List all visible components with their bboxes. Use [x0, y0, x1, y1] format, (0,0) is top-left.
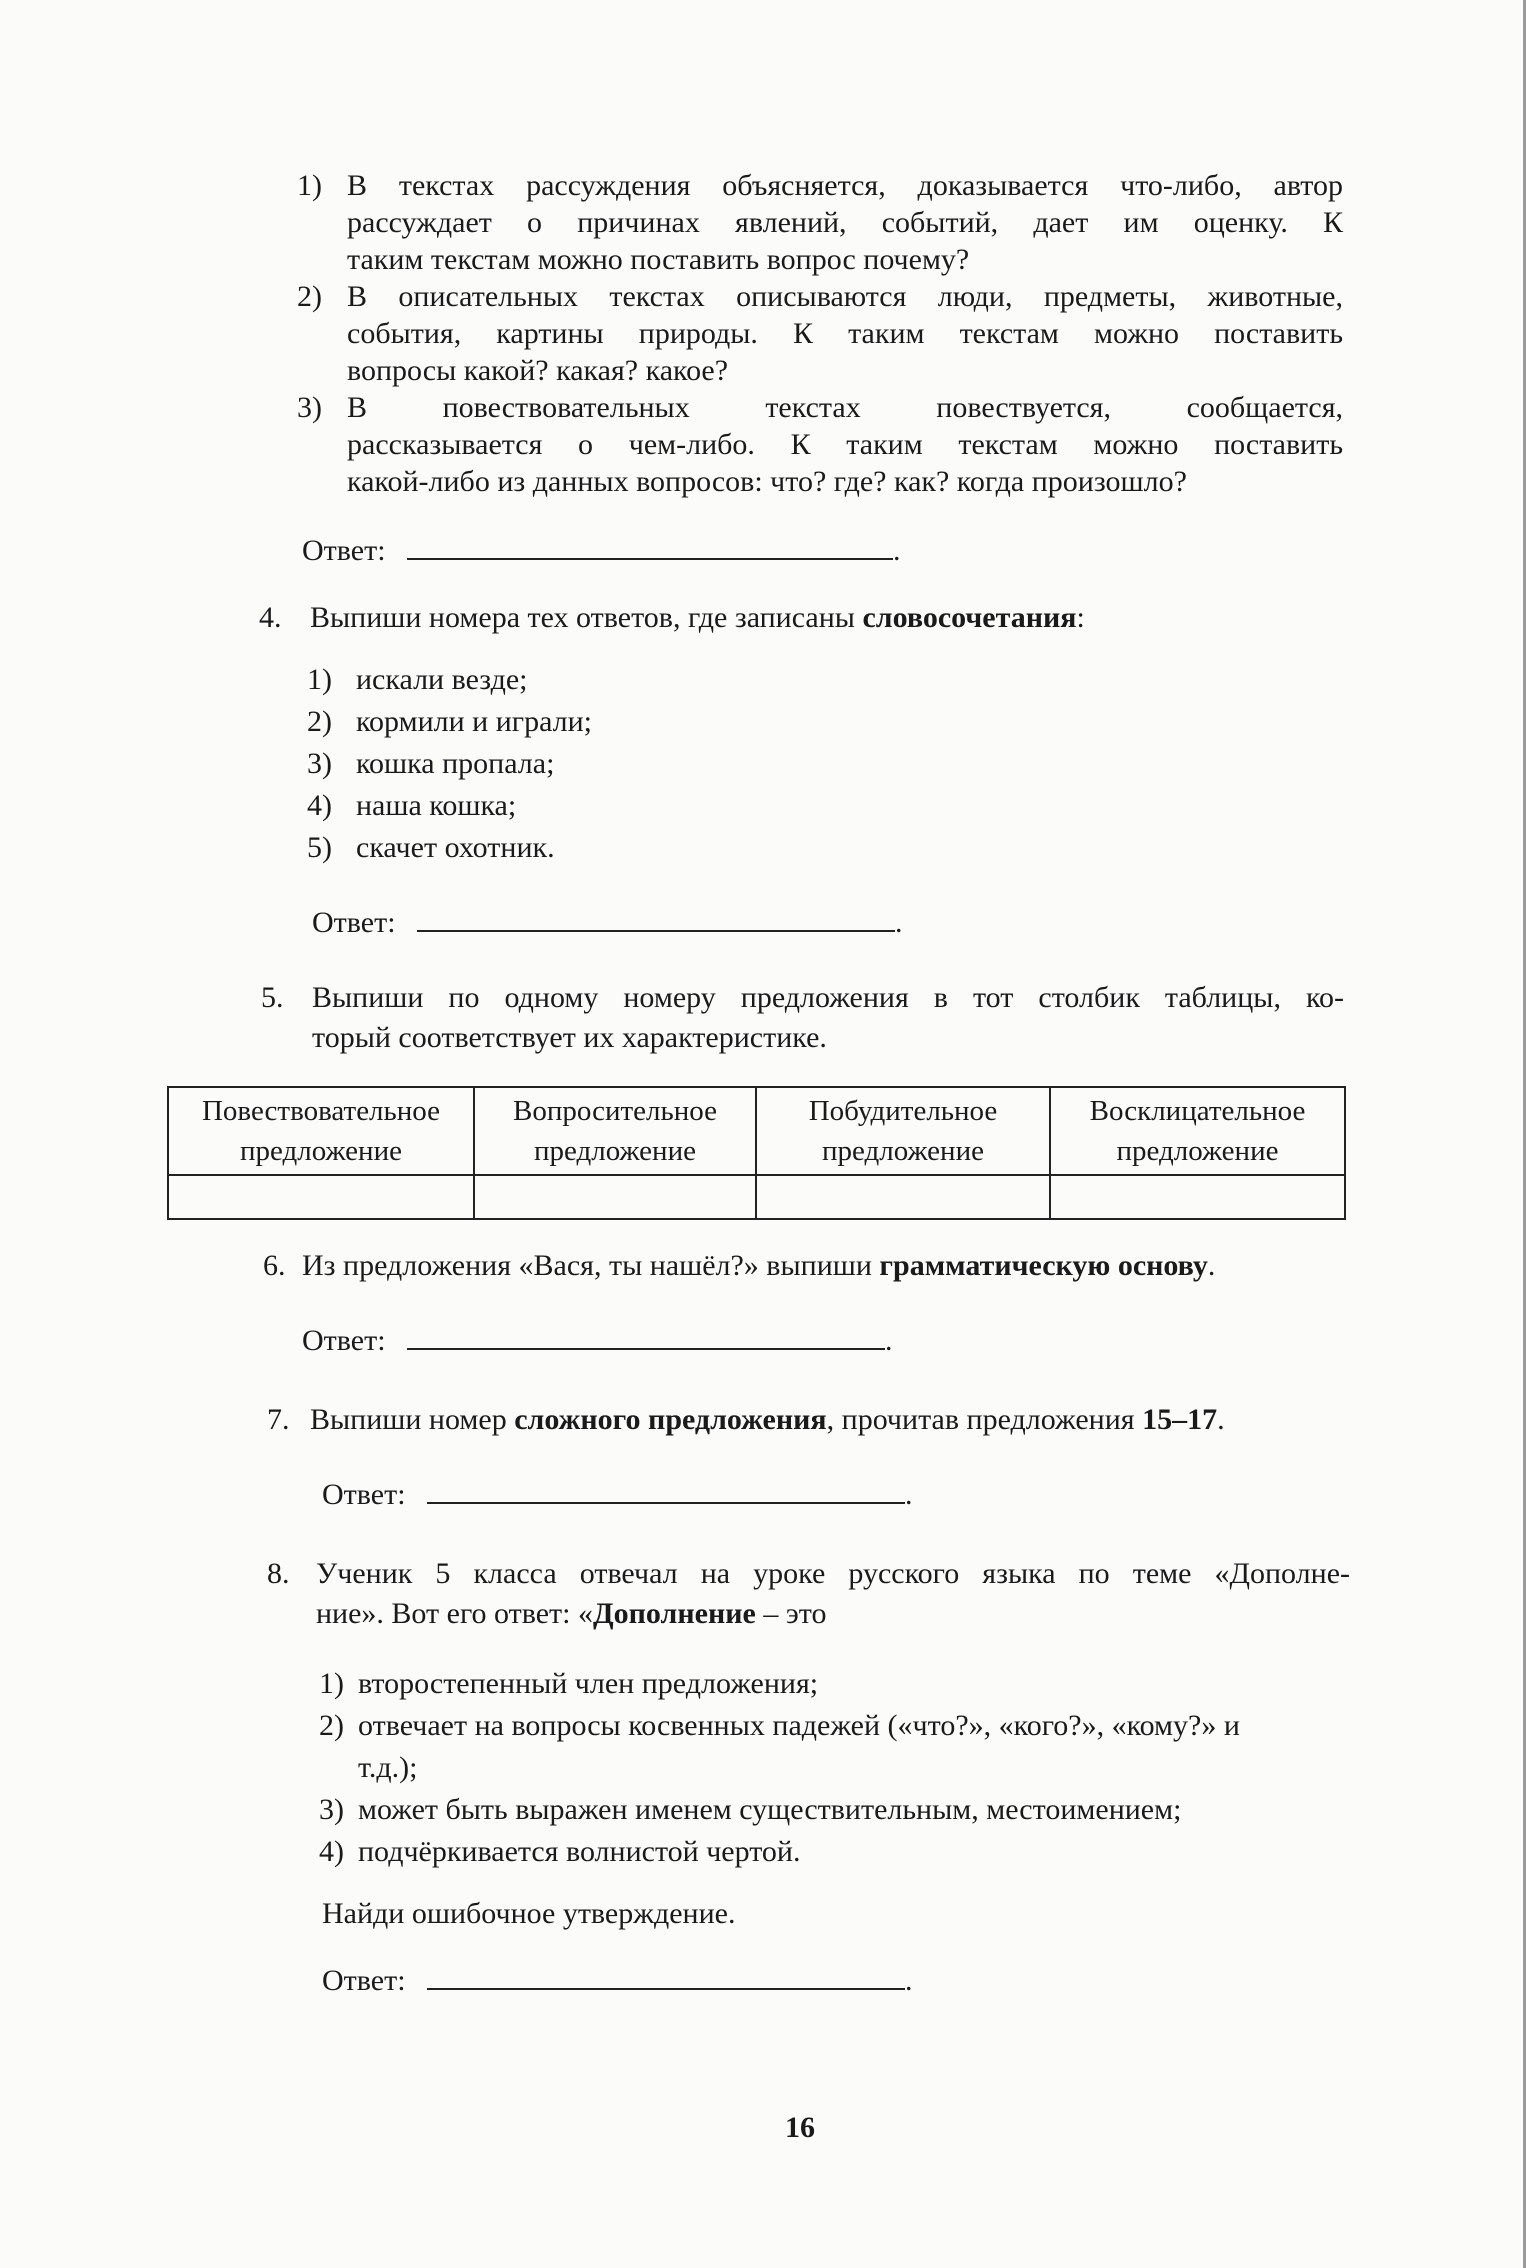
table-answer-cell[interactable] [168, 1175, 474, 1219]
q6-tail: . [1207, 1249, 1216, 1282]
q4-answer-row [312, 900, 903, 941]
q3-answer-line[interactable] [407, 528, 893, 560]
q8-line-2-start: ние». Вот его ответ: « [316, 1597, 593, 1630]
q8-answer-line[interactable] [427, 1958, 905, 1990]
q3-option-2-number: 2) [297, 280, 322, 313]
q6-bold-term: грамматическую основу [879, 1249, 1208, 1282]
header-line-1: Вопросительное [513, 1095, 717, 1127]
header-line-1: Побудительное [808, 1095, 998, 1127]
answer-end: . [905, 1964, 913, 1997]
q8-answer-row [322, 1958, 913, 1999]
q4-option-3-text: кошка пропала; [356, 747, 555, 780]
q8-option-4-number: 4) [319, 1835, 344, 1868]
q4-prompt [310, 600, 1085, 636]
header-line-1: Повествовательное [201, 1095, 441, 1127]
q4-option-1-text: искали везде; [356, 663, 528, 696]
q3-option-3-line-3: какой-либо из данных вопросов: что? где? как? когда произошло? [347, 465, 1187, 498]
table-header-cell [756, 1087, 1050, 1175]
q7-tail: . [1217, 1403, 1225, 1436]
q3-option-2-line-2: события, картины природы. К таким текстам можно поставить [347, 317, 1343, 350]
q3-option-3-line-1: В повествовательных текстах повествуется, сообщается, [347, 391, 1343, 424]
q8-line-2-end: – это [755, 1597, 827, 1630]
q8-number: 8. [267, 1557, 290, 1590]
q3-option-1-line-2: рассуждает о причинах явлений, событий, дает им оценку. К [347, 206, 1343, 239]
q6-number: 6. [263, 1249, 286, 1282]
q7-mid: , прочитав предложения [826, 1403, 1143, 1436]
q7-text: Выпиши номер [310, 1403, 515, 1436]
q5-line-1: Выпиши по одному номеру предложения в тот столбик таблицы, ко- [312, 981, 1344, 1014]
q3-option-1-line-3: таким текстам можно поставить вопрос почему? [347, 243, 970, 276]
q3-answer-row [302, 528, 901, 569]
q4-text: Выпиши номера тех ответов, где записаны [310, 601, 863, 634]
q8-option-1-number: 1) [319, 1667, 344, 1700]
header-line-2: предложение [534, 1135, 696, 1167]
q3-option-2-line-3: вопросы какой? какая? какое? [347, 354, 729, 387]
q3-option-2-line-1: В описательных текстах описываются люди, предметы, животные, [347, 280, 1343, 313]
q4-option-5-text: скачет охотник. [356, 831, 555, 864]
header-line-1: Восклицательное [1089, 1095, 1306, 1127]
q7-bold-term: сложного предложения [514, 1403, 827, 1436]
q8-option-2-continuation: т.д.); [358, 1751, 418, 1784]
q7-bold-range: 15–17 [1142, 1403, 1218, 1436]
q4-option-3-number: 3) [307, 747, 332, 780]
q8-line-2 [316, 1596, 826, 1632]
table-header-cell [474, 1087, 756, 1175]
q6-answer-row [302, 1318, 893, 1359]
table-header-cell [168, 1087, 474, 1175]
q8-option-3-number: 3) [319, 1793, 344, 1826]
answer-end: . [895, 906, 903, 939]
q7-answer-row [322, 1472, 913, 1513]
page-number: 16 [785, 2111, 815, 2144]
q6-prompt [302, 1248, 1215, 1284]
header-line-2: предложение [240, 1135, 402, 1167]
table-header-cell [1050, 1087, 1345, 1175]
table-answer-cell[interactable] [756, 1175, 1050, 1219]
sentence-types-table [167, 1086, 1346, 1220]
q7-prompt [310, 1402, 1225, 1438]
q4-option-2-number: 2) [307, 705, 332, 738]
answer-label: Ответ: [302, 1324, 386, 1357]
q5-number: 5. [261, 981, 284, 1014]
q4-option-1-number: 1) [307, 663, 332, 696]
q4-option-4-number: 4) [307, 789, 332, 822]
q8-option-1-text: второстепенный член предложения; [358, 1667, 819, 1700]
q4-option-2-text: кормили и играли; [356, 705, 593, 738]
header-line-2: предложение [822, 1135, 984, 1167]
q4-answer-line[interactable] [417, 900, 895, 932]
answer-end: . [893, 534, 901, 567]
answer-end: . [885, 1324, 893, 1357]
table-answer-row [168, 1175, 1345, 1219]
q4-option-5-number: 5) [307, 831, 332, 864]
q7-number: 7. [267, 1403, 290, 1436]
q4-number: 4. [259, 601, 282, 634]
q8-bold-term: Дополнение [593, 1597, 756, 1630]
q6-text: Из предложения «Вася, ты нашёл?» выпиши [302, 1249, 880, 1282]
q8-option-2-number: 2) [319, 1709, 344, 1742]
answer-label: Ответ: [322, 1478, 406, 1511]
answer-label: Ответ: [322, 1964, 406, 1997]
answer-end: . [905, 1478, 913, 1511]
q3-option-3-number: 3) [297, 391, 322, 424]
table-answer-cell[interactable] [474, 1175, 756, 1219]
q8-option-3-text: может быть выражен именем существительным, местоимением; [358, 1793, 1182, 1826]
header-line-2: предложение [1116, 1135, 1279, 1167]
answer-label: Ответ: [312, 906, 396, 939]
q4-tail: : [1076, 601, 1085, 634]
q4-bold-term: словосочетания [862, 601, 1077, 634]
q8-option-2-text: отвечает на вопросы косвенных падежей («что?», «кого?», «кому?» и [358, 1709, 1240, 1742]
answer-label: Ответ: [302, 534, 386, 567]
table-header-row [168, 1087, 1345, 1175]
q8-line-1: Ученик 5 класса отвечал на уроке русского языка по теме «Дополне- [316, 1557, 1350, 1590]
q3-option-1-line-1: В текстах рассуждения объясняется, доказывается что-либо, автор [347, 169, 1343, 202]
q3-option-1-number: 1) [297, 169, 322, 202]
q7-answer-line[interactable] [427, 1472, 905, 1504]
q5-line-2: торый соответствует их характеристике. [312, 1021, 827, 1054]
q8-option-4-text: подчёркивается волнистой чертой. [358, 1835, 801, 1868]
table-answer-cell[interactable] [1050, 1175, 1345, 1219]
q6-answer-line[interactable] [407, 1318, 885, 1350]
q4-option-4-text: наша кошка; [356, 789, 517, 822]
q3-option-3-line-2: рассказывается о чем-либо. К таким текстам можно поставить [347, 428, 1343, 461]
q8-task: Найди ошибочное утверждение. [322, 1897, 736, 1930]
